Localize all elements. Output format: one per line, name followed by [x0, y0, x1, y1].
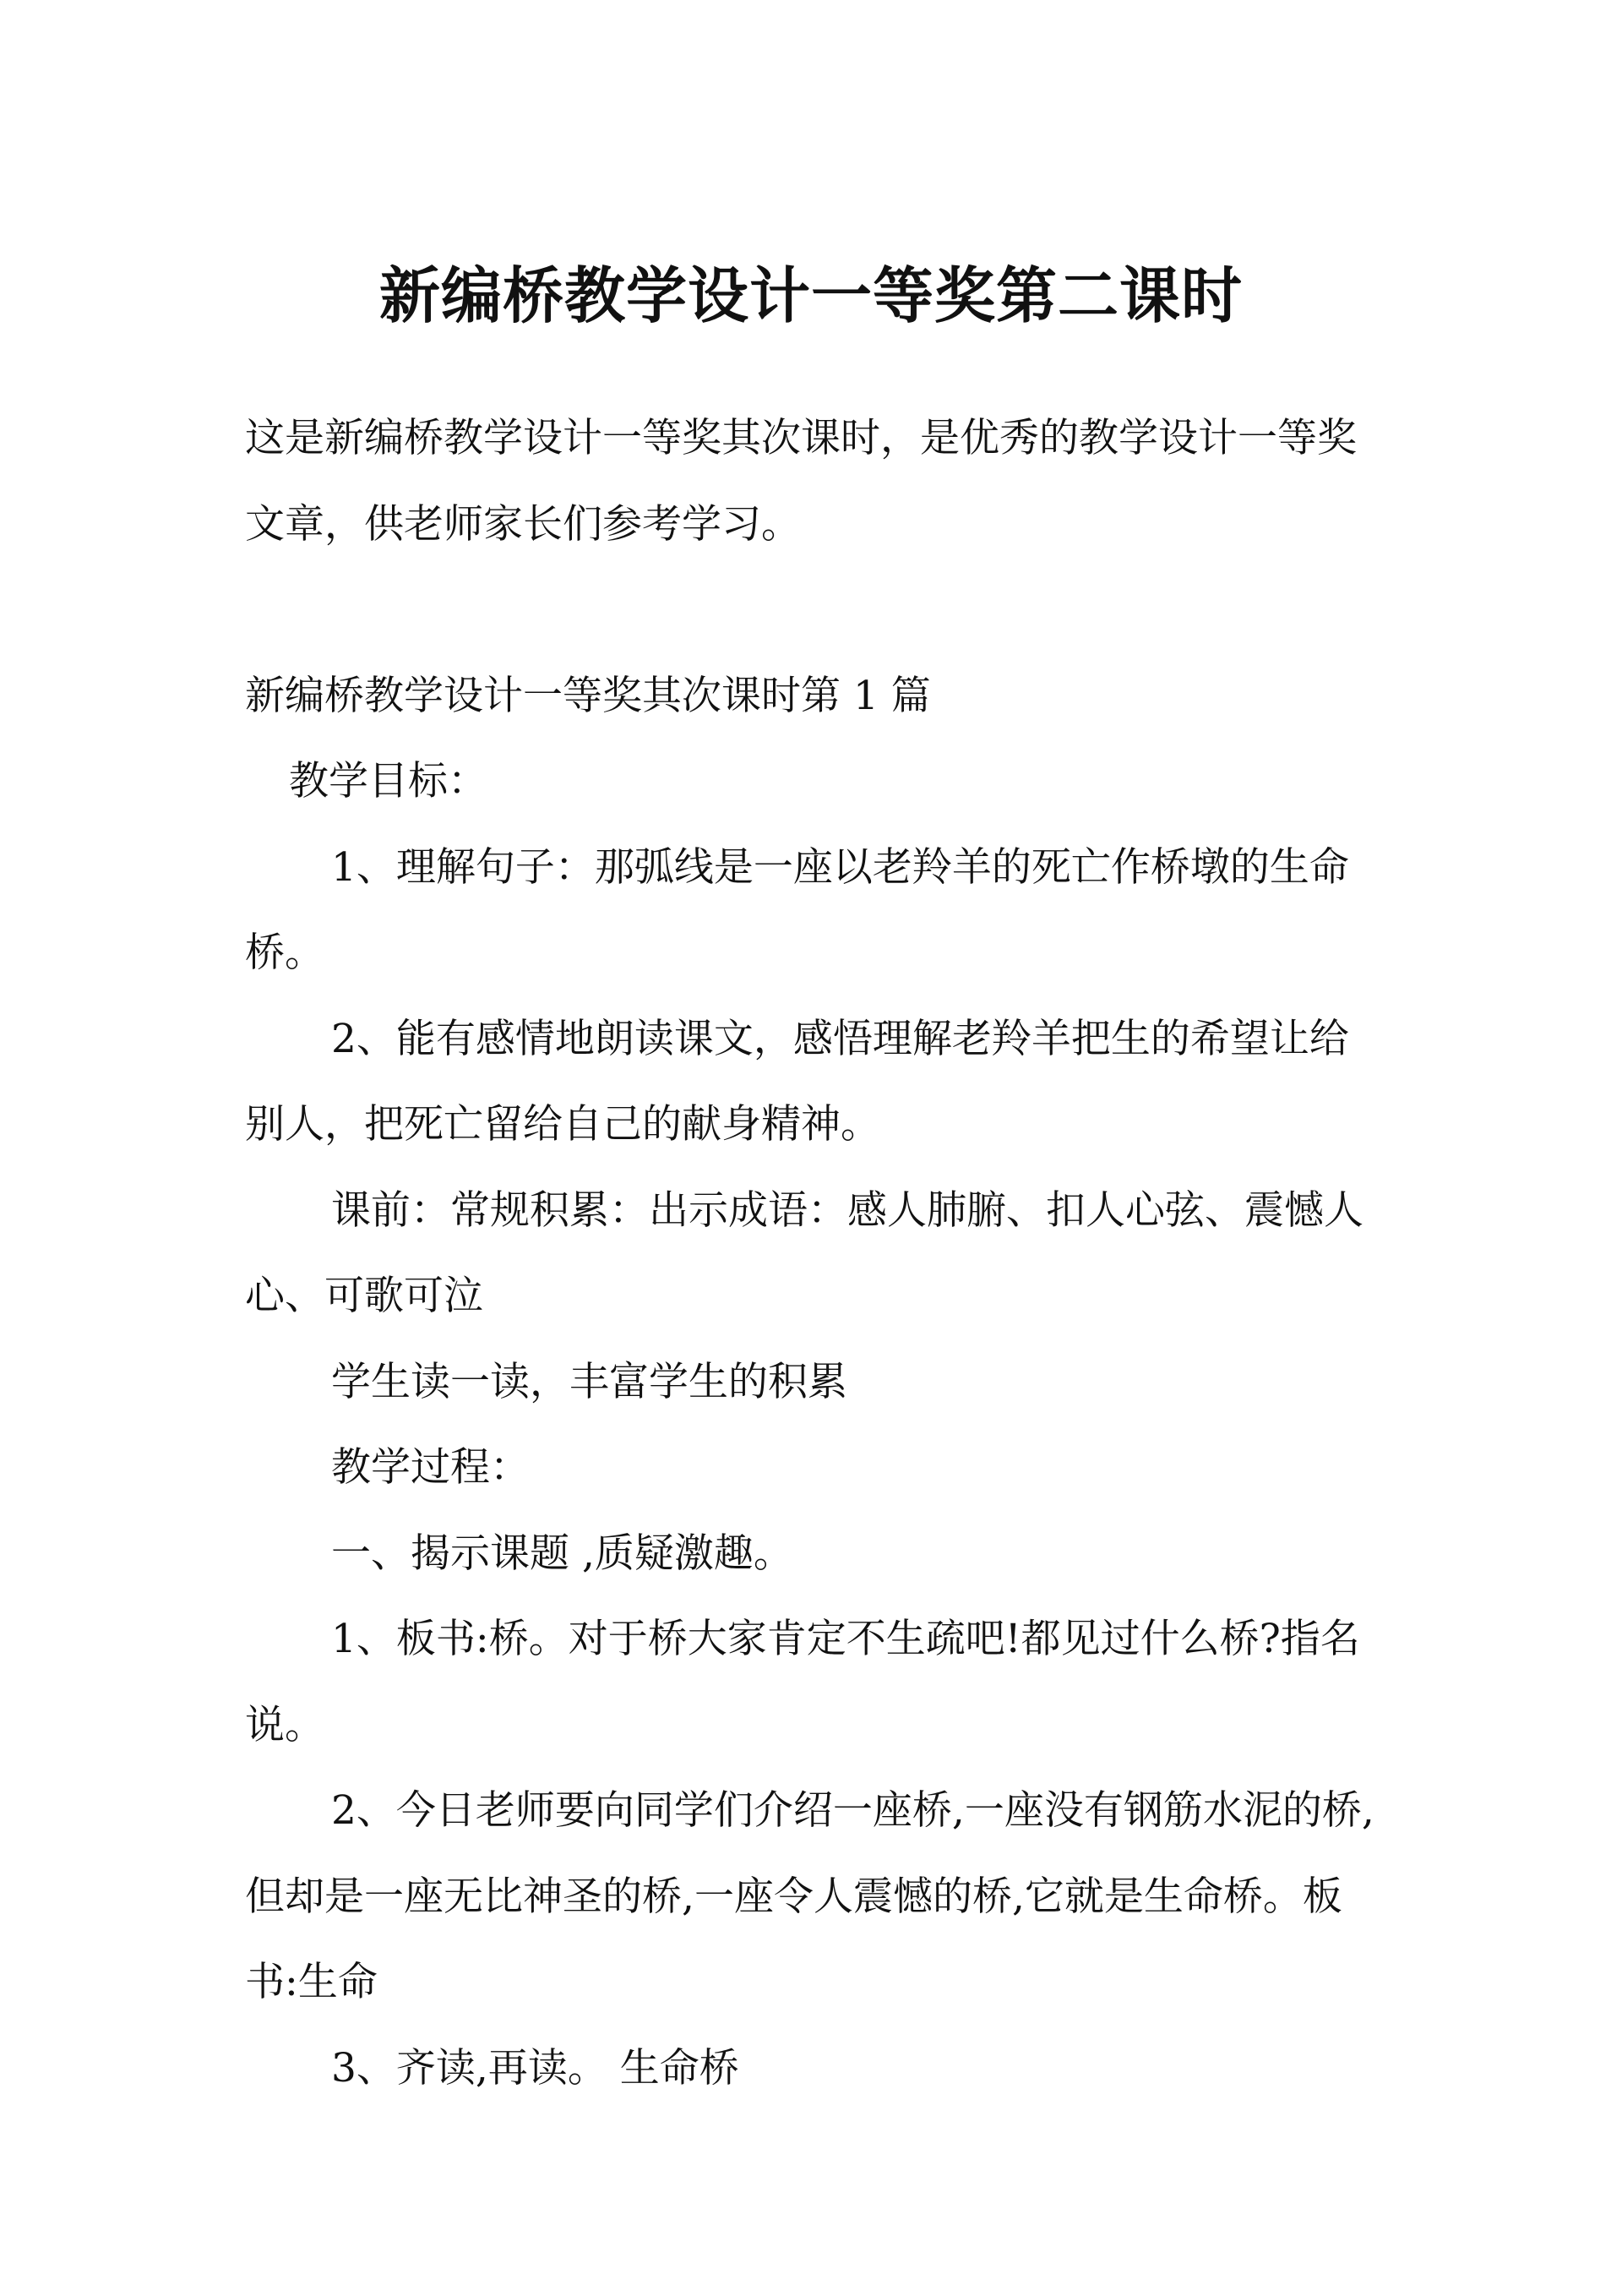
intro-paragraph: 这是新编桥教学设计一等奖其次课时，是优秀的教学设计一等奖文章，供老师家长们参考学习。	[245, 415, 1357, 548]
paragraph-pre-class: 课前：常规积累：出示成语：感人肺腑、扣人心弦、震憾人心、可歌可泣	[245, 1186, 1363, 1319]
paragraph-teaching-process: 教学过程：	[331, 1444, 530, 1491]
paragraph-step-3: 3、齐读,再读。 生命桥	[331, 2044, 739, 2091]
document-title: 新编桥教学设计一等奖第二课时	[378, 259, 1243, 331]
paragraph-teaching-goals: 教学目标：	[289, 758, 487, 804]
document-body	[245, 395, 1377, 2111]
paragraph-goal-2: 2、能有感情地朗读课文，感悟理解老羚羊把生的希望让给别人，把死亡留给自己的献身精神。	[245, 1015, 1349, 1148]
section-heading: 新编桥教学设计一等奖其次课时第 1 篇	[245, 672, 931, 719]
paragraph-step-2: 2、今日老师要向同学们介绍一座桥,一座没有钢筋水泥的桥,但却是一座无比神圣的桥,一座令人震憾的桥,它就是生命桥。板书:生命	[245, 1787, 1374, 2005]
paragraph-step-one: 一、揭示课题 ,质疑激趣。	[331, 1530, 793, 1577]
paragraph-step-1: 1、板书:桥。对于桥大家肯定不生疏吧!都见过什么桥?指名说。	[245, 1616, 1360, 1748]
paragraph-goal-1: 1、理解句子：那弧线是一座以老羚羊的死亡作桥墩的生命桥。	[245, 843, 1349, 976]
paragraph-student-reading: 学生读一读，丰富学生的积累	[331, 1358, 847, 1405]
